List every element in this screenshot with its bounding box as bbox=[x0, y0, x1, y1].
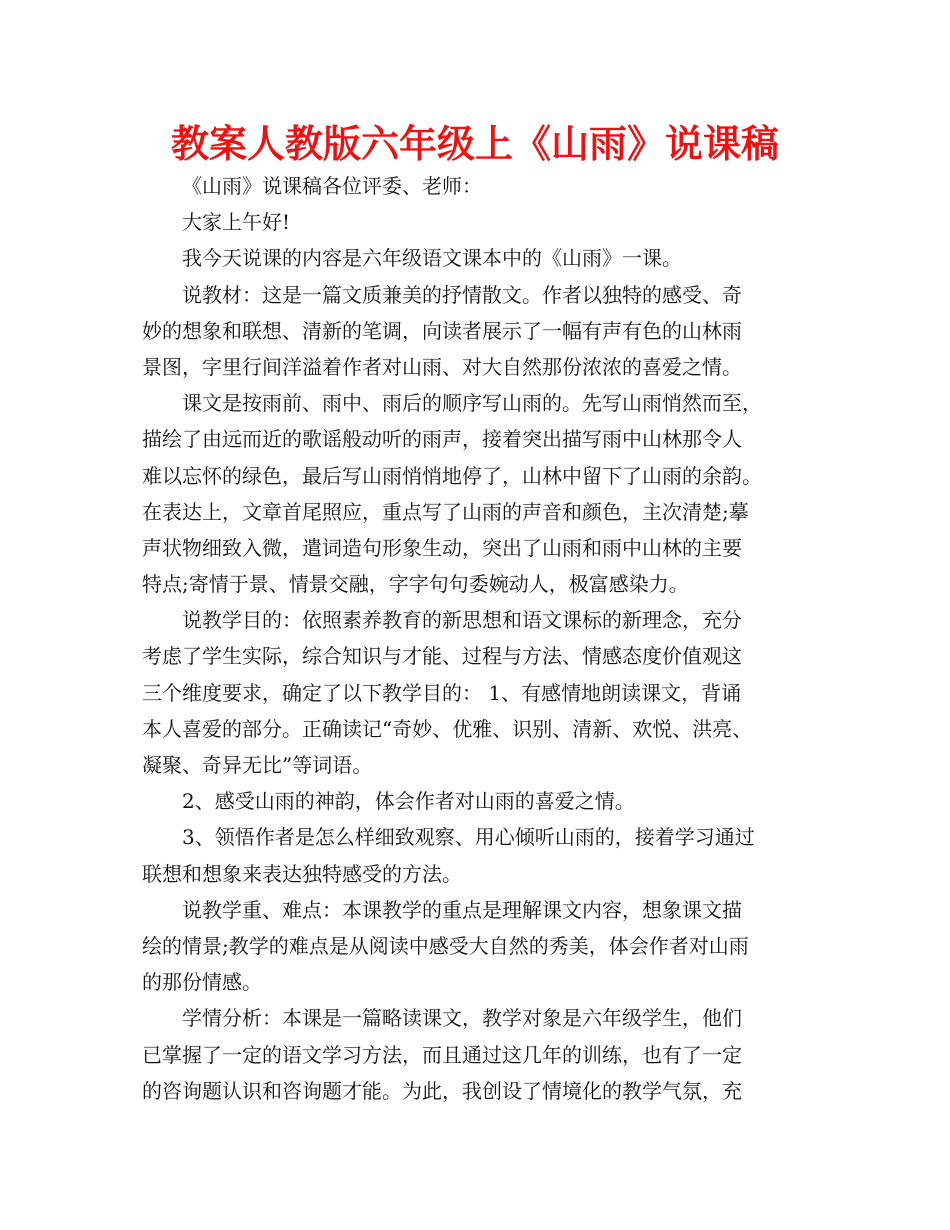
text-line: 说教材：这是一篇文质兼美的抒情散文。作者以独特的感受、奇 bbox=[182, 282, 742, 307]
text-line: 2、感受山雨的神韵，体会作者对山雨的喜爱之情。 bbox=[182, 789, 635, 814]
text-line: 说教学目的：依照素养教育的新思想和语文课标的新理念，充分 bbox=[182, 608, 742, 633]
text-line: 在表达上，文章首尾照应，重点写了山雨的声音和颜色，主次清楚;摹 bbox=[142, 499, 749, 524]
text-line: 学情分析：本课是一篇略读课文，教学对象是六年级学生，他们 bbox=[182, 1006, 742, 1031]
text-line: 我今天说课的内容是六年级语文课本中的《山雨》一课。 bbox=[182, 246, 682, 271]
text-line: 景图，字里行间洋溢着作者对山雨、对大自然那份浓浓的喜爱之情。 bbox=[142, 354, 742, 379]
text-line: 课文是按雨前、雨中、雨后的顺序写山雨的。先写山雨悄然而至， bbox=[182, 391, 762, 416]
text-line: 考虑了学生实际，综合知识与才能、过程与方法、情感态度价值观这 bbox=[142, 644, 742, 669]
text-line: 描绘了由远而近的歌谣般动听的雨声，接着突出描写雨中山林那令人 bbox=[142, 427, 742, 452]
text-line: 已掌握了一定的语文学习方法，而且通过这几年的训练，也有了一定 bbox=[142, 1042, 742, 1067]
text-line: 本人喜爱的部分。正确读记“奇妙、优雅、识别、清新、欢悦、洪亮、 bbox=[142, 716, 753, 741]
text-line: 大家上午好! bbox=[182, 210, 291, 235]
text-line: 说教学重、难点：本课教学的重点是理解课文内容，想象课文描 bbox=[182, 897, 742, 922]
text-line: 3、领悟作者是怎么样细致观察、用心倾听山雨的，接着学习通过 bbox=[182, 825, 755, 850]
text-line: 绘的情景;教学的难点是从阅读中感受大自然的秀美，体会作者对山雨 bbox=[142, 933, 749, 958]
text-line: 声状物细致入微，遣词造句形象生动，突出了山雨和雨中山林的主要 bbox=[142, 535, 742, 560]
text-line: 的咨询题认识和咨询题才能。为此，我创设了情境化的教学气氛，充 bbox=[142, 1078, 742, 1103]
document-body bbox=[142, 168, 822, 1109]
text-line: 三个维度要求，确定了以下教学目的： 1、有感情地朗读课文，背诵 bbox=[142, 680, 742, 705]
text-line: 凝聚、奇异无比”等词语。 bbox=[142, 753, 373, 777]
document-title: 教案人教版六年级上《山雨》说课稿 bbox=[170, 122, 779, 166]
text-line: 特点;寄情于景、情景交融，字字句句委婉动人，极富感染力。 bbox=[142, 572, 689, 597]
text-line: 联想和想象来表达独特感受的方法。 bbox=[142, 861, 462, 886]
text-line: 难以忘怀的绿色，最后写山雨悄悄地停了，山林中留下了山雨的余韵。 bbox=[142, 463, 762, 488]
text-line: 《山雨》说课稿各位评委、老师： bbox=[182, 174, 482, 198]
text-line: 妙的想象和联想、清新的笔调，向读者展示了一幅有声有色的山林雨 bbox=[142, 318, 742, 343]
text-line: 的那份情感。 bbox=[142, 970, 262, 995]
